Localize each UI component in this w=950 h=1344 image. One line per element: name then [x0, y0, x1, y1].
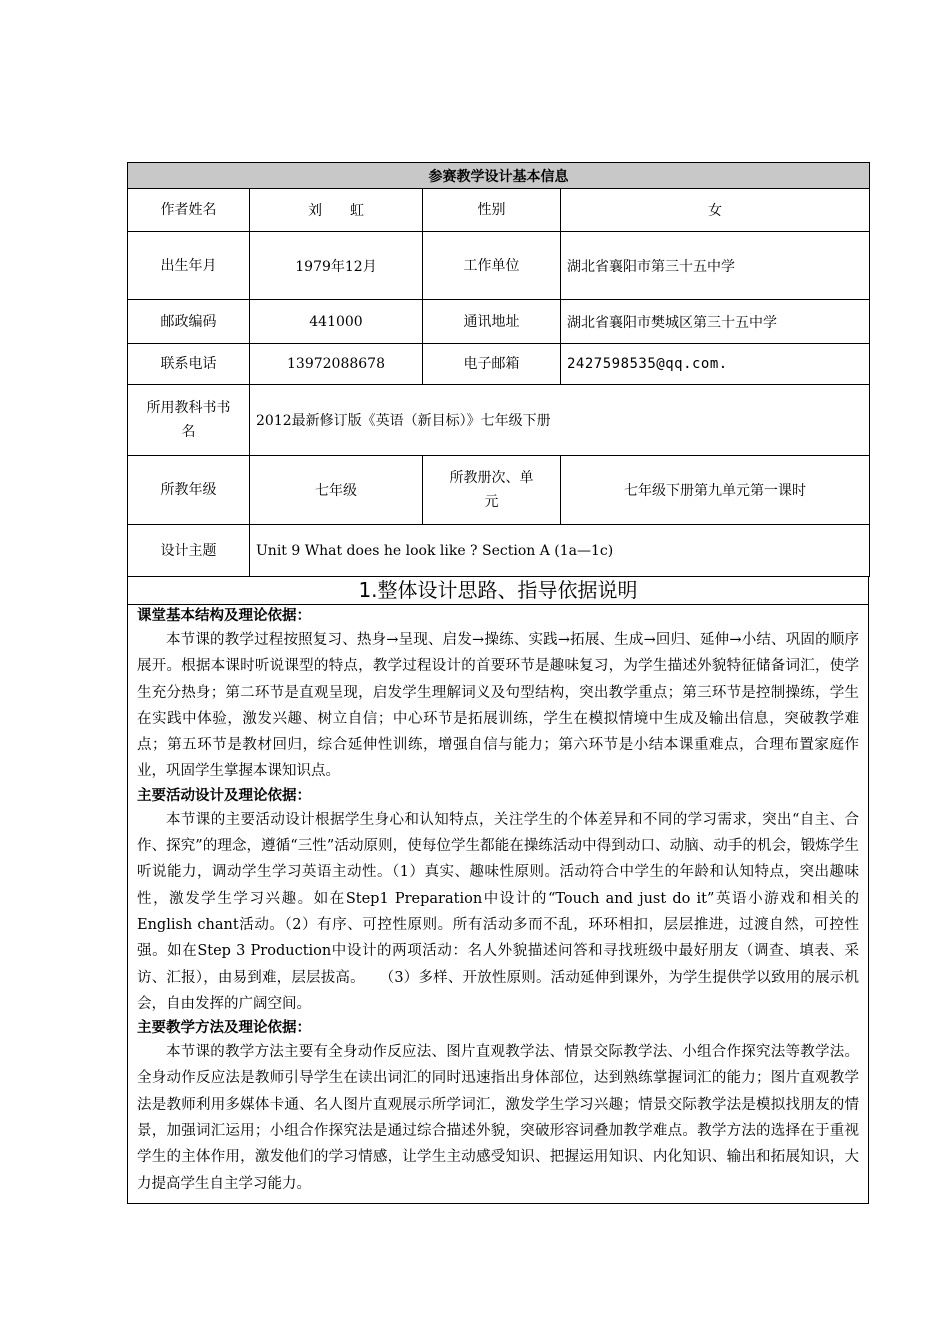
info-table [127, 162, 870, 577]
phone-value: 13972088678 [250, 344, 423, 385]
unit-value: 湖北省襄阳市第三十五中学 [561, 232, 870, 300]
email-value: 2427598535@qq.com. [561, 344, 870, 385]
textbook-label: 所用教科书书名 [128, 385, 250, 456]
section-body [128, 605, 868, 1203]
method-heading: 主要教学方法及理论依据： [137, 1020, 311, 1037]
birth-value: 1979年12月 [250, 232, 423, 300]
topic-label: 设计主题 [128, 525, 250, 577]
document-page [127, 162, 869, 1204]
design-section [127, 577, 869, 1204]
activity-paragraph: 本节课的主要活动设计根据学生身心和认知特点，关注学生的个体差异和不同的学习需求，突出“自主、合作、探究”的理念，遵循“三性”活动原则，使每位学生都能在操练活动中得到动口、动脑、动手的机会，锻炼学生听说能力，调动学生学习英语主动性。（1）真实、趣味性原则。活动符合中学生的年龄和认知特点，突出趣味性，激发学生学习兴趣。如在Step1 Preparation中设计的“Touch and just do it”英语小游戏和相关的English chant活动。（2）有序、可控性原则。所有活动多而不乱，环环相扣，层层推进，过渡自然，可控性强。如在Step 3 Production中设计的两项活动：名人外貌描述问答和寻找班级中最好朋友（调查、填表、采访、汇报），由易到难，层层拔高。 （3）多样、开放性原则。活动延伸到课外，为学生提供学以致用的展示机会，自由发挥的广阔空间。 [137, 811, 859, 1012]
section-title: 1.整体设计思路、指导依据说明 [128, 577, 868, 605]
author-value: 刘 虹 [250, 189, 423, 232]
textbook-value: 2012最新修订版《英语（新目标）》七年级下册 [250, 385, 870, 456]
postcode-label: 邮政编码 [128, 300, 250, 344]
birth-label: 出生年月 [128, 232, 250, 300]
author-label: 作者姓名 [128, 189, 250, 232]
grade-value: 七年级 [250, 456, 423, 525]
address-value: 湖北省襄阳市樊城区第三十五中学 [561, 300, 870, 344]
method-paragraph: 本节课的教学方法主要有全身动作反应法、图片直观教学法、情景交际教学法、小组合作探究法等教学法。全身动作反应法是教师引导学生在读出词汇的同时迅速指出身体部位，达到熟练掌握词汇的能力；图片直观教学法是教师利用多媒体卡通、名人图片直观展示所学词汇，激发学生学习兴趣；情景交际教学法是模拟找朋友的情景，加强词汇运用；小组合作探究法是通过综合描述外貌，突破形容词叠加教学难点。教学方法的选择在于重视学生的主体作用，激发他们的学习情感，让学生主动感受知识、把握运用知识、内化知识、输出和拓展知识，大力提高学生自主学习能力。 [137, 1044, 859, 1192]
table-title: 参赛教学设计基本信息 [128, 163, 870, 189]
address-label: 通讯地址 [423, 300, 561, 344]
phone-label: 联系电话 [128, 344, 250, 385]
unit-label: 工作单位 [423, 232, 561, 300]
gender-value: 女 [561, 189, 870, 232]
gender-label: 性别 [423, 189, 561, 232]
activity-heading: 主要活动设计及理论依据： [137, 787, 311, 804]
email-label: 电子邮箱 [423, 344, 561, 385]
grade-label: 所教年级 [128, 456, 250, 525]
volume-value: 七年级下册第九单元第一课时 [561, 456, 870, 525]
structure-paragraph: 本节课的教学过程按照复习、热身→呈现、启发→操练、实践→拓展、生成→回归、延伸→小结、巩固的顺序展开。根据本课时听说课型的特点，教学过程设计的首要环节是趣味复习，为学生描述外貌特征储备词汇，使学生充分热身；第二环节是直观呈现，启发学生理解词义及句型结构，突出教学重点；第三环节是控制操练，学生在实践中体验，激发兴趣、树立自信；中心环节是拓展训练，学生在模拟情境中生成及输出信息，突破教学难点；第五环节是教材回归，综合延伸性训练，增强自信与能力；第六环节是小结本课重难点，合理布置家庭作业，巩固学生掌握本课知识点。 [137, 632, 859, 780]
postcode-value: 441000 [250, 300, 423, 344]
volume-label: 所教册次、单元 [423, 456, 561, 525]
topic-value: Unit 9 What does he look like ? Section A (1a—1c) [250, 525, 870, 577]
structure-heading: 课堂基本结构及理论依据： [137, 608, 311, 624]
